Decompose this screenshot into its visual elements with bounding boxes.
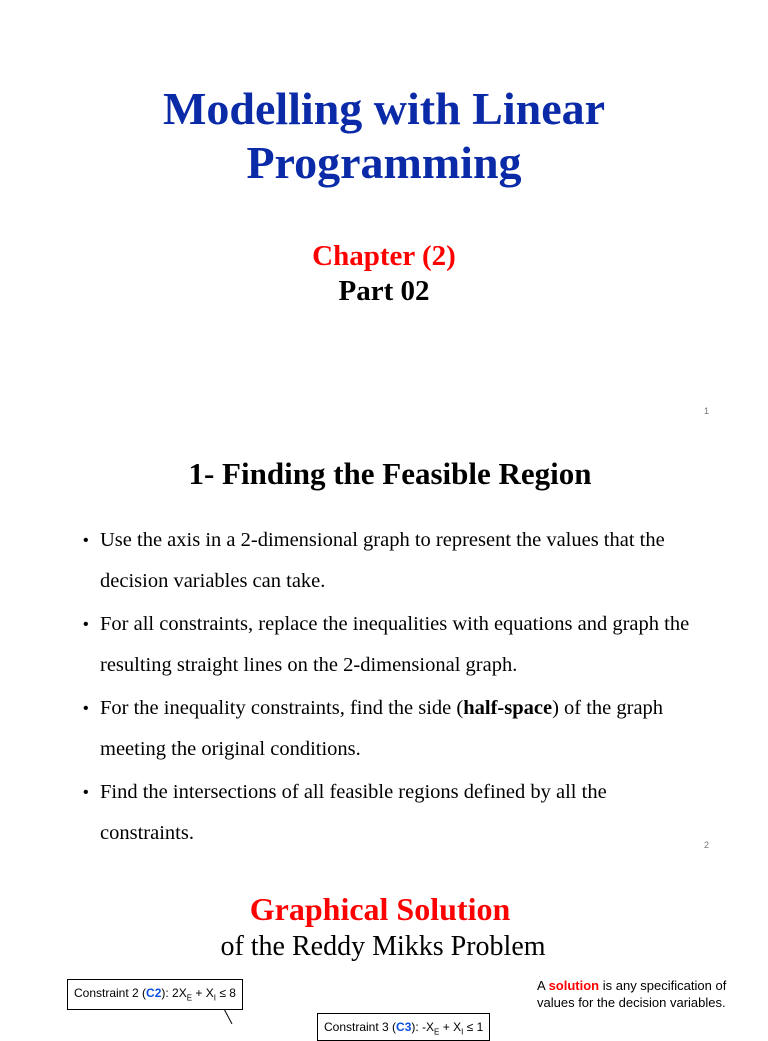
bullet-icon: • — [83, 700, 89, 717]
page-number: 1 — [703, 406, 709, 416]
list-item — [82, 772, 702, 854]
bullet-text-start: For the inequality constraints, find the side ( — [100, 697, 464, 719]
bullet-text: Find the intersections of all feasible regions defined by all the constraints. — [100, 781, 607, 844]
c2-sub-i: I — [213, 993, 216, 1003]
title-slide — [0, 0, 768, 432]
page-number: 2 — [703, 840, 709, 850]
constraint-2-callout — [67, 979, 243, 1010]
bullet-icon: • — [83, 532, 89, 549]
bullet-icon: • — [83, 616, 89, 633]
graph-slide — [0, 864, 768, 1037]
c2-tag: C2 — [146, 986, 162, 1000]
c2-rhs: ≤ 8 — [215, 986, 236, 1000]
solution-definition — [537, 977, 759, 1011]
c3-prefix: Constraint 3 ( — [324, 1020, 397, 1034]
c3-plus: + X — [439, 1020, 462, 1034]
c2-sub-e: E — [186, 993, 193, 1003]
c3-rhs: ≤ 1 — [463, 1020, 484, 1034]
constraint-3-callout — [317, 1013, 490, 1041]
content-slide — [0, 432, 768, 864]
note-keyword: solution — [548, 978, 600, 993]
note-text: is any specification of values for the decision variables. — [537, 978, 727, 1010]
c3-sub-e: E — [434, 1027, 440, 1037]
bullet-text: Use the axis in a 2-dimensional graph to represent the values that the decision variables can take. — [100, 529, 665, 592]
list-item — [82, 604, 702, 686]
c2-expr: ): 2X — [161, 986, 187, 1000]
note-prefix: A — [537, 978, 549, 993]
chapter-label: Chapter (2) — [312, 240, 456, 272]
title-line-2: Programming — [246, 137, 522, 188]
slide-title: Graphical Solution — [249, 891, 511, 927]
bullet-text-end: ) of the graph meeting the original conditions. — [100, 697, 664, 760]
slide-title — [0, 82, 768, 190]
list-item — [82, 520, 702, 602]
slide-subtitle: of the Reddy Mikks Problem — [220, 931, 546, 962]
part-label: Part 02 — [338, 275, 430, 307]
c3-sub-i: I — [461, 1027, 464, 1037]
slide-title: 1- Finding the Feasible Region — [188, 456, 592, 491]
c3-expr: ): -X — [411, 1020, 435, 1034]
bullet-list — [82, 520, 702, 856]
c2-prefix: Constraint 2 ( — [74, 986, 147, 1000]
list-item — [82, 688, 702, 770]
bullet-text: For all constraints, replace the inequalities with equations and graph the resulting straight lines on the 2-dimensional graph. — [100, 613, 690, 676]
title-line-1: Modelling with Linear — [162, 83, 606, 134]
bullet-icon: • — [83, 784, 89, 801]
c3-tag: C3 — [396, 1020, 412, 1034]
c2-plus: + X — [192, 986, 214, 1000]
bullet-text-bold: half-space — [463, 697, 553, 719]
